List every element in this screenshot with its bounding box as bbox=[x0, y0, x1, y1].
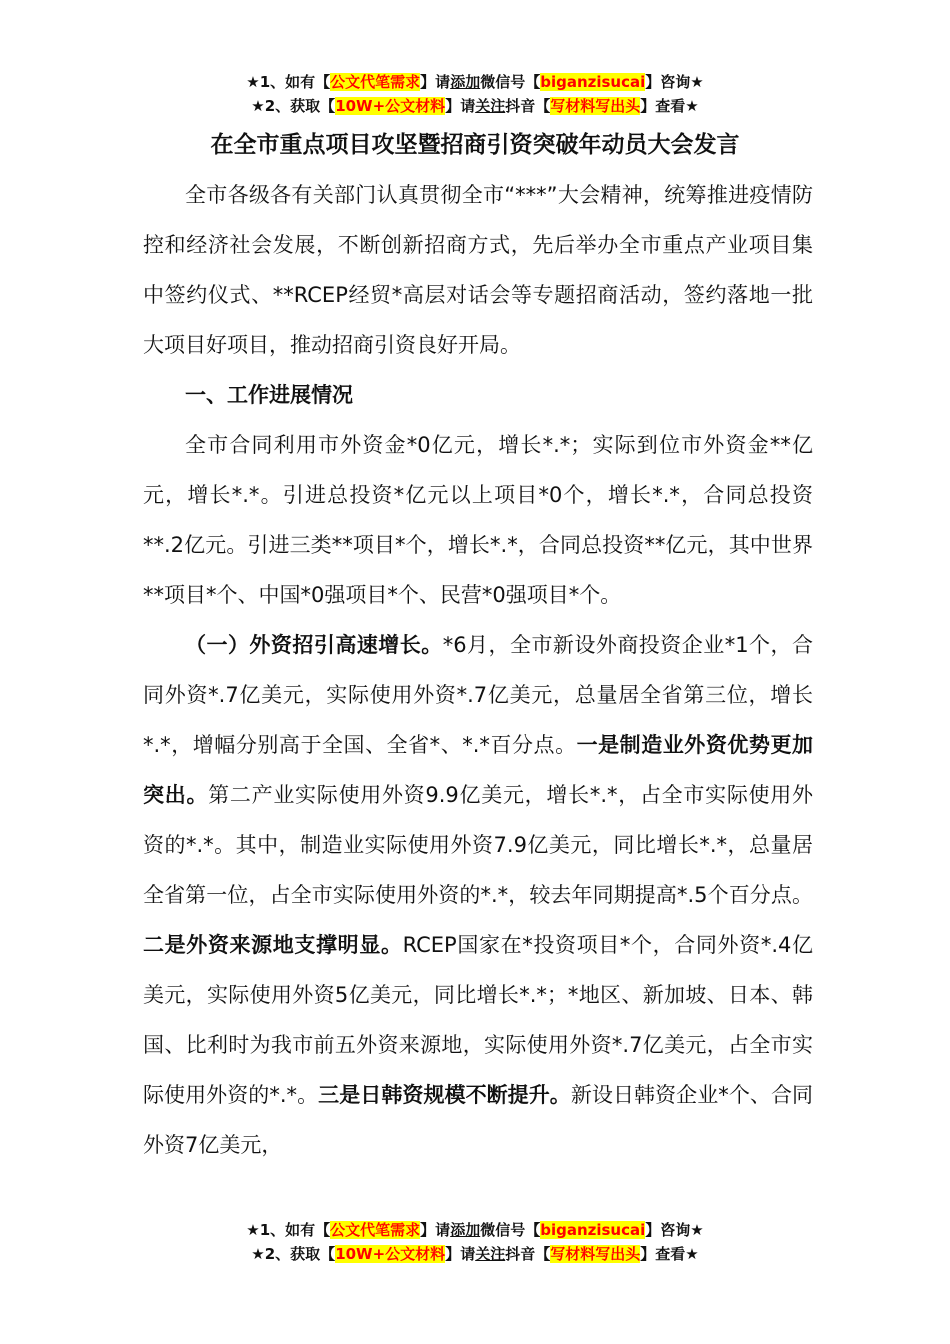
promo-text: 】咨询★ bbox=[645, 73, 704, 91]
subsection-heading: （一）外资招引高速增长。 bbox=[185, 633, 443, 657]
promo-text: 】请 bbox=[420, 1221, 451, 1239]
point-heading: 三是日韩资规模不断提升。 bbox=[318, 1083, 571, 1107]
intro-paragraph: 全市各级各有关部门认真贯彻全市“***”大会精神，统筹推进疫情防控和经济社会发展，不断创新招商方式，先后举办全市重点产业项目集中签约仪式、**RCEP经贸*高层对话会等专题招商活动，签约落地一批大项目好项目，推动招商引资良好开局。 bbox=[143, 183, 813, 357]
promo-text: 微信号【 bbox=[480, 73, 541, 91]
promo-highlight: biganzisucai bbox=[540, 1221, 646, 1239]
promo-underlined-text: 关注 bbox=[475, 1245, 506, 1263]
promo-line-2 bbox=[0, 1242, 950, 1266]
promo-text: 】请 bbox=[420, 73, 451, 91]
promo-text: ★1、如有【 bbox=[246, 73, 331, 91]
paragraph-text: *6月，全市新设外商投资企业*1个，合同外资*.7亿美元，实际使用外资*.7亿美元，总量居全省第三位，增长*.*，增幅分别高于全国、全省*、*.*百分点。 bbox=[143, 633, 813, 757]
point-heading: 一是制造业外资优势更加突出。 bbox=[143, 733, 813, 807]
promo-underlined-text: 关注 bbox=[475, 97, 506, 115]
promo-text: 】请 bbox=[445, 1245, 476, 1263]
promo-line-1 bbox=[0, 70, 950, 94]
promo-underlined-text: 添加 bbox=[450, 1221, 481, 1239]
paragraph-text: 第二产业实际使用外资9.9亿美元，增长*.*，占全市实际使用外资的*.*。其中，制造业实际使用外资7.9亿美元，同比增长*.*，总量居全省第一位，占全市实际使用外资的*.*，较去年同期提高*.5个百分点。 bbox=[143, 783, 813, 907]
paragraph-text: RCEP国家在*投资项目*个，合同外资*.4亿美元，实际使用外资5亿美元，同比增长*.*；*地区、新加坡、日本、韩国、比利时为我市前五外资来源地，实际使用外资*.7亿美元，占全市实际使用外资的*.*。 bbox=[143, 933, 813, 1107]
promo-text: ★2、获取【 bbox=[251, 97, 336, 115]
promo-highlight: 写材料写出头 bbox=[550, 97, 641, 115]
top-promo-banner bbox=[0, 70, 950, 118]
point-heading: 二是外资来源地支撑明显。 bbox=[143, 933, 403, 957]
promo-text: ★1、如有【 bbox=[246, 1221, 331, 1239]
paragraph-text: 新设日韩资企业*个、合同外资7亿美元， bbox=[143, 1083, 814, 1157]
promo-line-1 bbox=[0, 1218, 950, 1242]
promo-highlight: 10W+公文材料 bbox=[335, 97, 446, 115]
subsection-paragraph bbox=[143, 620, 813, 1170]
section-heading: 一、工作进展情况 bbox=[185, 383, 353, 407]
promo-text: 】查看★ bbox=[640, 1245, 699, 1263]
promo-line-2 bbox=[0, 94, 950, 118]
promo-highlight: 写材料写出头 bbox=[550, 1245, 641, 1263]
bottom-promo-banner bbox=[0, 1218, 950, 1266]
section-paragraph: 全市合同利用市外资金*0亿元，增长*.*；实际到位市外资金**亿元，增长*.*。引进总投资*亿元以上项目*0个，增长*.*，合同总投资**.2亿元。引进三类**项目*个，增长*.*，合同总投资**亿元，其中世界**项目*个、中国*0强项目*个、民营*0强项目*个。 bbox=[143, 433, 813, 607]
promo-text: 微信号【 bbox=[480, 1221, 541, 1239]
promo-text: 】查看★ bbox=[640, 97, 699, 115]
promo-highlight: 公文代笔需求 bbox=[330, 73, 421, 91]
document-title: 在全市重点项目攻坚暨招商引资突破年动员大会发言 bbox=[210, 132, 740, 158]
promo-text: ★2、获取【 bbox=[251, 1245, 336, 1263]
promo-text: 】咨询★ bbox=[645, 1221, 704, 1239]
document-body bbox=[143, 170, 813, 1170]
promo-text: 抖音【 bbox=[505, 97, 551, 115]
promo-highlight: biganzisucai bbox=[540, 73, 646, 91]
promo-highlight: 10W+公文材料 bbox=[335, 1245, 446, 1263]
promo-underlined-text: 添加 bbox=[450, 73, 481, 91]
promo-highlight: 公文代笔需求 bbox=[330, 1221, 421, 1239]
promo-text: 抖音【 bbox=[505, 1245, 551, 1263]
promo-text: 】请 bbox=[445, 97, 476, 115]
